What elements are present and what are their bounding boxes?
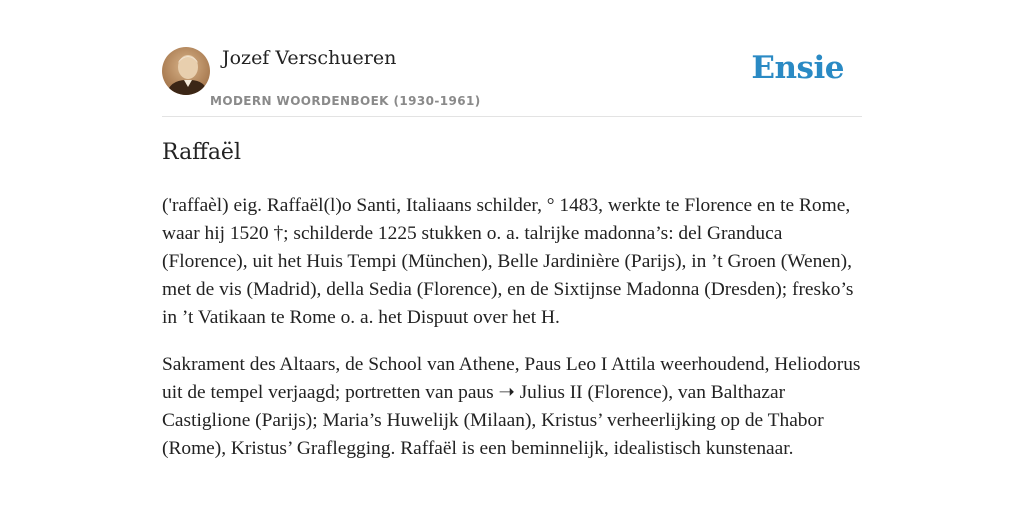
entry-paragraph: ('raffaèl) eig. Raffaël(l)o Santi, Italiaans schilder, ° 1483, werkte te Florence en te Rome, waar hij 1520 †; schilderde 1225 stukken o. a. talrijke madonna’s: del Granduca (Florence), uit het Huis Tempi (München), Belle Jardinière (Parijs), in ’t Groen (Wenen), met de vis (Madrid), della Sedia (Florence), en de Sixtijnse Madonna (Dresden); fresko’s in ’t Vatikaan te Rome o. a. het Dispuut over het H.: [162, 195, 854, 328]
entry-paragraph: Sakrament des Altaars, de School van Athene, Paus Leo I Attila weerhoudend, Heliodorus uit de tempel verjaagd; portretten van paus ➝ Julius II (Florence), van Balthazar Castiglione (Parijs); Maria’s Huwelijk (Milaan), Kristus’ verheerlijking op de Thabor (Rome), Kristus’ Graflegging. Raffaël is een beminnelijk, idealistisch kunstenaar.: [162, 354, 861, 459]
dictionary-source[interactable]: MODERN WOORDENBOEK (1930-1961): [210, 94, 481, 108]
author-name[interactable]: Jozef Verschueren: [222, 47, 397, 69]
author-portrait-icon: [162, 47, 210, 95]
entry-body: [162, 192, 866, 482]
entry-title: Raffaël: [162, 140, 241, 165]
author-avatar[interactable]: [162, 47, 210, 95]
header: [162, 44, 862, 117]
site-logo[interactable]: Ensie: [751, 50, 844, 86]
